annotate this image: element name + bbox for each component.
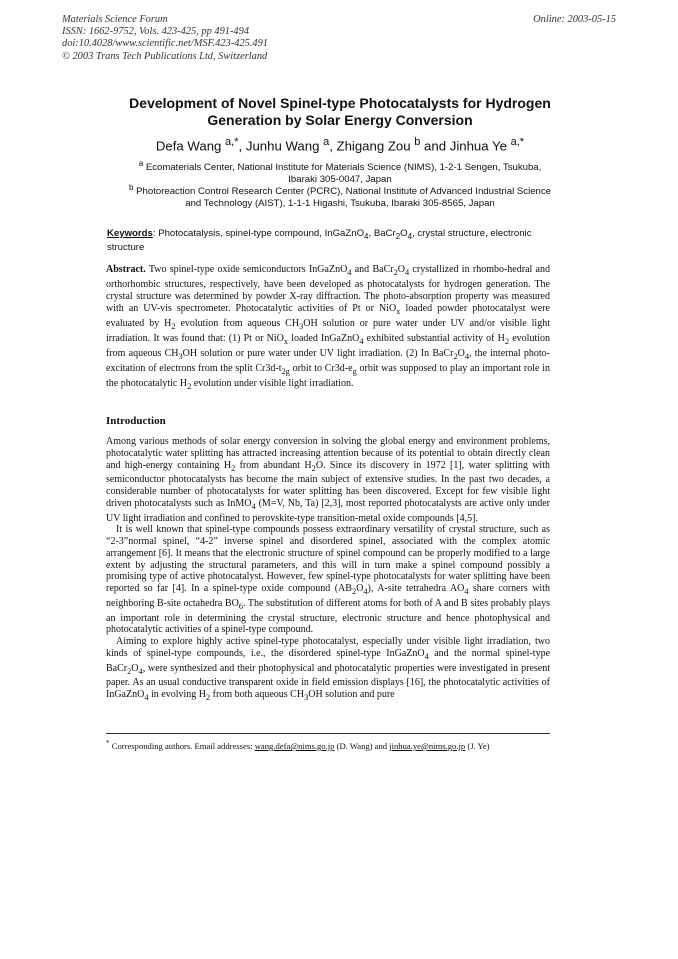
subscript: 2 (206, 693, 211, 702)
journal-header (62, 14, 616, 63)
subscript: 4 (464, 587, 469, 596)
abstract-text: orbit was supposed to play an important role in the photocatalytic H (106, 362, 551, 389)
affiliation-text: and Technology (AIST), 1-1-1 Higashi, Tsukuba, Ibaraki 305-8565, Japan (185, 198, 495, 210)
author-affiliation-mark: a,* (225, 136, 239, 148)
author-name: Junhu Wang (245, 138, 320, 154)
subscript: 4 (138, 666, 143, 676)
subscript: 4 (363, 587, 368, 596)
paragraph-text: Aiming to explore highly active spinel-type photocatalyst, especially under visible light irradiation, two kinds of spinel-type compounds, i.e., the disordered spinel-type InGaZnO (106, 636, 550, 659)
subscript: 2 (453, 351, 458, 361)
title-line-2: Generation by Solar Energy Conversion (207, 111, 473, 128)
abstract-text: loaded InGaZnO (288, 332, 360, 344)
author-list: Defa Wang $^{a,*}$, Junhu Wang $^a$, Zhigang Zou $^b$ and Jinhua Ye $^{a,*}$ (155, 136, 525, 154)
paragraph-text: . The substitution of different atoms for both of A and B sites probably plays an important role in determining the crystal structure, electronic structure and hence photophysical and photocatalytic activities of a spinel-type compound. (106, 597, 550, 636)
affiliation-text: Ibaraki 305-0047, Japan (288, 174, 392, 186)
author-conjunction: and (424, 138, 447, 154)
keywords-text: O (400, 228, 408, 239)
author-affiliation-mark: a,* (510, 136, 525, 148)
subscript: 3 (178, 351, 183, 361)
subscript: 2 (187, 381, 192, 391)
paragraph-text: , were synthesized and their photophysical and photocatalytic properties were investigated in present paper. As an usual conductive transparent oxide in field emission displays [16], the photocatalytic activities of InGaZnO (106, 662, 550, 700)
keywords-label: Keywords (107, 228, 153, 239)
paragraph-text: O. Since its discovery in 1972 [1], water splitting with semiconductor photocatalysts has become the main subject of extensive studies. In the past two decades, a considerable number of photocatalysts for water splitting has been discovered. Except for few visible light driven photocatalysts such as InMO (106, 459, 550, 509)
subscript: 4 (404, 268, 410, 277)
paper-title (90, 95, 590, 128)
abstract-text: exhibited substantial activity of H (363, 332, 505, 344)
paragraph-text: in evolving H (148, 689, 206, 700)
paragraph-text: O (131, 662, 139, 674)
subscript: 3 (299, 321, 304, 331)
paragraph (106, 636, 550, 704)
author-affiliation-mark: a (323, 136, 330, 148)
paragraph-text: from both aqueous CH (210, 689, 305, 700)
paragraph (106, 524, 550, 636)
footnote-text: (J. Ye) (465, 740, 490, 751)
issn-line: ISSN: 1662-9752, Vols. 423-425, pp 491-494 (62, 26, 250, 38)
email-link[interactable]: jinhua.ye@nims.go.jp (389, 740, 466, 751)
abstract-text: evolution from aqueous CH (106, 332, 551, 359)
subscript: 4 (359, 336, 364, 346)
abstract-text: evolution from aqueous CH (175, 317, 300, 329)
subscript: 4 (364, 231, 369, 241)
abstract-text: O (397, 264, 405, 275)
abstract-text: OH solution or pure water under UV and/or visible light irradiation. It was found that: (1) Pt or NiO (106, 317, 550, 344)
subscript: 2 (504, 336, 510, 346)
abstract-label: Abstract. (106, 264, 146, 275)
subscript: 2 (127, 666, 132, 676)
subscript: 4 (407, 231, 413, 241)
abstract-text: orbit to Cr3d-e (289, 362, 353, 374)
paragraph-text: O (356, 583, 364, 594)
subscript: 2 (311, 463, 316, 473)
copyright-line: © 2003 Trans Tech Publications Ltd, Switzerland (62, 50, 268, 62)
paragraph-text: ), A-site tetrahedra AO (367, 583, 465, 594)
author-affiliation-mark: b (414, 136, 421, 148)
affiliation-mark: a (138, 159, 144, 168)
footnote-text: (D. Wang) and (334, 740, 390, 751)
paragraph-text: (M=V, Nb, Ta) [2,3], most reported photocatalysts are active only under UV light irradiation and confined to perovskite-type transition-metal oxide compounds [4,5]. (106, 497, 550, 524)
author-name: Zhigang Zou (336, 138, 411, 154)
keywords-text: , BaCr (368, 228, 396, 239)
abstract-text: and BaCr (351, 264, 394, 275)
paragraph-text: Among various methods of solar energy conversion in solving the global energy and environment problems, photocatalytic water splitting has attracted increasing attention because of its potential to obtain directly clean and high-energy containing H (106, 436, 550, 471)
section-heading-introduction: Introduction (106, 415, 166, 427)
online-date: Online: 2003-05-15 (533, 14, 616, 25)
subscript: 4 (424, 651, 429, 661)
affiliation-b (96, 182, 584, 211)
footnote (106, 738, 566, 751)
keywords-text: , crystal structure, electronic structure (107, 228, 532, 253)
introduction-body (106, 436, 550, 704)
abstract-text: , the internal photo-excitation of electrons from the split Cr3d-t (106, 347, 550, 374)
abstract-text: Two spinel-type oxide semiconductors InGaZnO (145, 264, 348, 275)
subscript: 4 (144, 693, 149, 702)
subscript: 2 (395, 231, 401, 241)
paragraph (106, 436, 550, 524)
abstract-text: O (457, 347, 465, 359)
affiliation-mark: b (129, 183, 134, 192)
author-name: Defa Wang (155, 138, 222, 154)
subscript: 6 (238, 601, 243, 611)
affiliation-text: Photoreaction Control Research Center (PCRC), National Institute of Advanced Industrial Science (136, 186, 551, 198)
subscript: 4 (347, 268, 352, 277)
abstract-text: loaded powder photocatalyst were evaluated by H (106, 302, 550, 329)
subscript: g (352, 366, 357, 376)
email-link[interactable]: wang.defa@nims.go.jp (254, 740, 335, 751)
author-name: Jinhua Ye (449, 138, 507, 154)
paragraph-text: and the normal spinel-type BaCr (106, 647, 551, 674)
doi-line: doi:10.4028/www.scientific.net/MSF.423-425.491 (62, 38, 268, 50)
subscript: 2 (231, 463, 236, 473)
subscript: 2g (281, 366, 290, 376)
footnote-mark: * (106, 739, 110, 747)
subscript: 3 (304, 693, 309, 702)
subscript: 2 (393, 268, 398, 277)
subscript: 2 (351, 587, 357, 596)
footnote-divider (106, 733, 550, 734)
paragraph-text: share corners with neighboring B-site octahedra BO (106, 583, 550, 609)
title-line-1: Development of Novel Spinel-type Photocatalysts for Hydrogen (129, 95, 551, 111)
keywords (107, 228, 557, 253)
abstract-text: evolution under visible light irradiation. (191, 377, 354, 389)
journal-name: Materials Science Forum (62, 14, 168, 25)
subscript: 2 (171, 321, 176, 331)
paragraph-text: from abundant H (235, 459, 312, 471)
paragraph-text: It is well known that spinel-type compounds possess extraordinary versatility of crystal structure, such as “2-3”normal spinel, “4-2” inverse spinel and disordered spinel, associated with the complex atomic arrangement [6]. It means that the electronic structure of spinel compound can be properly modified to a large extent by adjusting the structural parameters, and this will in turn make a spinel compound possibly a promising type of active photocatalyst. However, few spinel-type photocatalysts for water splitting have been reported so far [4]. In a spinel-type oxide compound (AB (106, 524, 550, 594)
footnote-text: Corresponding authors. Email addresses: (111, 740, 255, 751)
abstract-text: OH solution or pure water under UV light irradiation. (2) In BaCr (182, 347, 454, 359)
subscript: 4 (251, 501, 256, 511)
keywords-text: : Photocatalysis, spinel-type compound, InGaZnO (152, 228, 365, 239)
abstract-text: crystallized in rhombo-hedral and orthorhombic structures, respectively, have been developed as photocatalysts for hydrogen generation. The crystal structure was determined by powder X-ray diffraction. The photo-absorption property was measured with an UV-vis spectrometer. Photocatalytic activities of Pt or NiO (106, 264, 550, 314)
abstract (106, 264, 550, 393)
subscript: 4 (464, 351, 470, 361)
paragraph-text: OH solution and pure (308, 689, 395, 700)
affiliation-text: Ecomaterials Center, National Institute for Materials Science (NIMS), 1-2-1 Sengen, Tsukuba, (145, 162, 542, 174)
subscript: x (396, 306, 401, 316)
subscript: x (283, 336, 288, 346)
